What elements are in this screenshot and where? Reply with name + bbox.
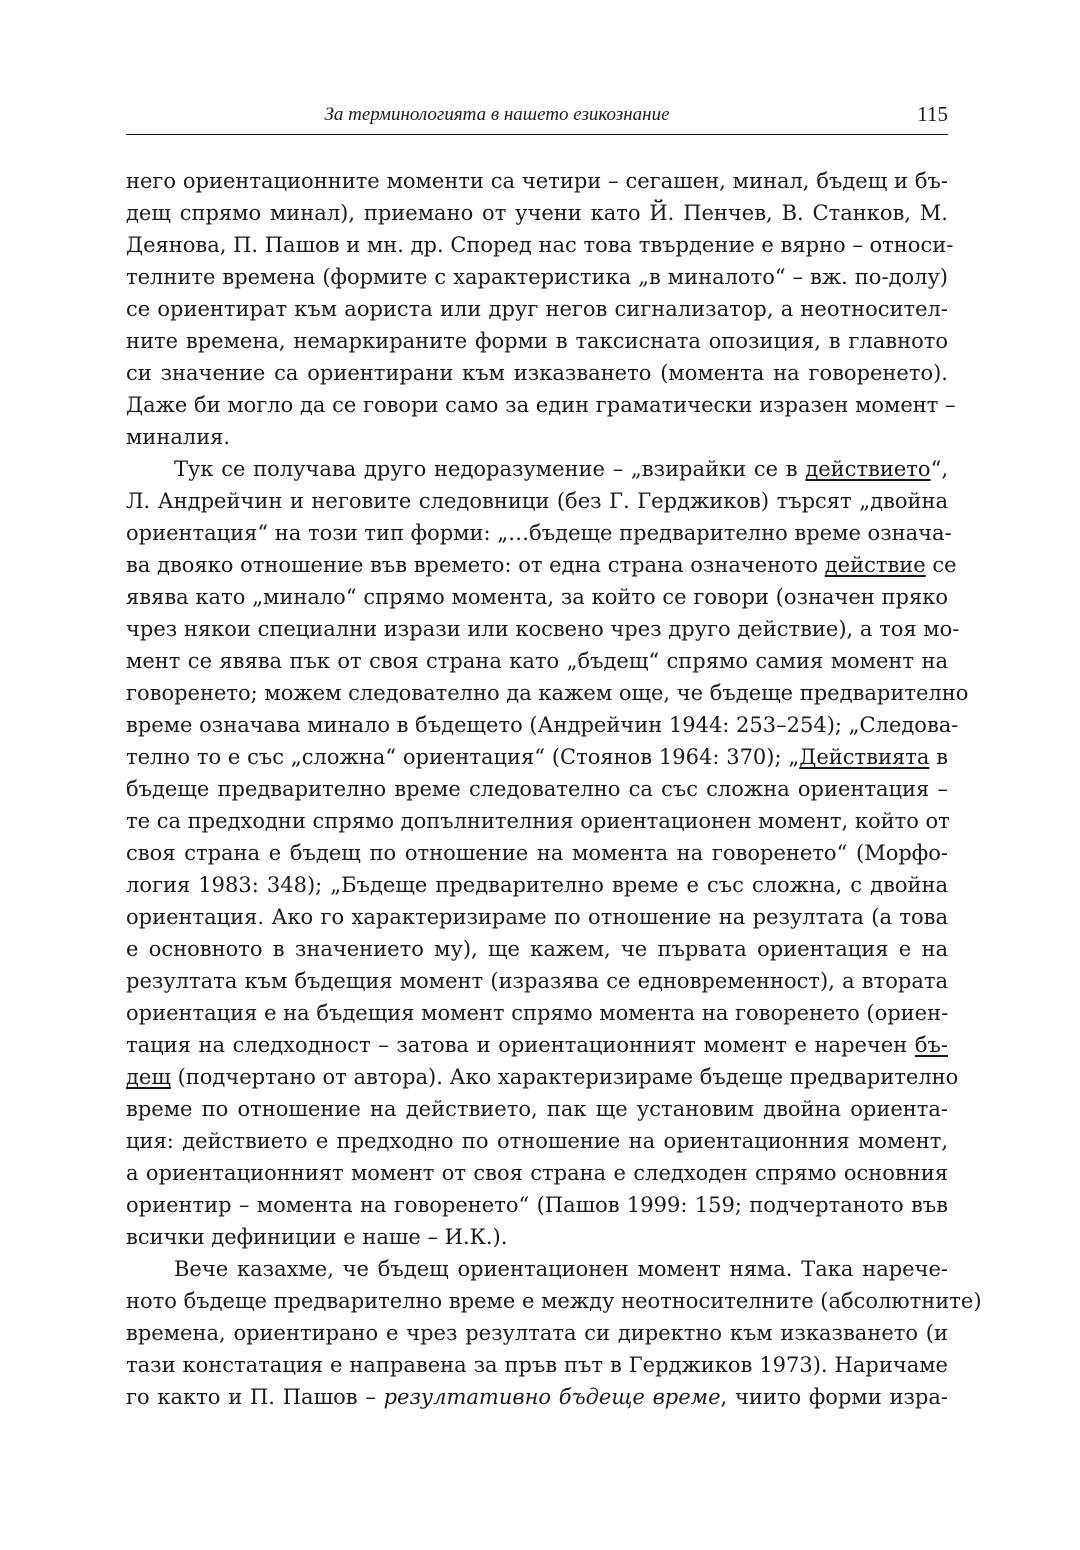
text-line: време означава минало в бъдещето (Андрейчин 1944: 253–254); „Следова- [126, 713, 959, 737]
text-line [126, 1029, 948, 1061]
underlined-term: Действията [799, 745, 930, 769]
text-line: Даже би могло да се говори само за един граматически изразен момент – [126, 393, 956, 417]
body-text [126, 165, 982, 1413]
text-line: миналия. [126, 425, 231, 449]
text-line [126, 549, 957, 581]
text-segment: ва двояко отношение във времето: от една страна означеното [126, 553, 825, 577]
text-segment: го както и П. Пашов – [126, 1385, 384, 1409]
text-segment: телно то е със „сложна“ ориентация“ (Стоянов 1964: 370); „ [126, 745, 800, 769]
text-line: Л. Андрейчин и неговите следовници (без Г. Герджиков) търсят „двойна [126, 489, 948, 513]
text-line: времена, ориентирано е чрез резултата си директно към изказването (и [126, 1321, 948, 1345]
running-title: За терминологията в нашето езикознание [324, 104, 670, 125]
underlined-term: действие [824, 553, 926, 577]
text-segment: , чиито форми изра- [720, 1385, 948, 1409]
text-segment: Тук се получава друго недоразумение – „взирайки се в [174, 457, 806, 481]
text-line: говоренето; можем следователно да кажем още, че бъдеще предварително [126, 681, 969, 705]
text-line: всички дефиниции е наше – И.К.). [126, 1225, 508, 1249]
text-line: ните времена, немаркираните форми в таксисната опозиция, в главното [126, 329, 948, 353]
text-line: своя страна е бъдещ по отношение на момента на говоренето“ (Морфо- [126, 841, 948, 865]
underlined-term: действието [805, 457, 931, 481]
text-line: логия 1983: 348); „Бъдеще предварително време е със сложна, с двойна [126, 873, 948, 897]
text-line: мент се явява пък от своя страна като „бъдещ“ спрямо самия момент на [126, 649, 948, 673]
underlined-term: дещ [126, 1065, 171, 1089]
text-line: ориентация. Ако го характеризираме по отношение на резултата (а това [126, 905, 948, 929]
text-line [126, 1381, 948, 1413]
text-line: явява като „минало“ спрямо момента, за който се говори (означен пряко [126, 585, 948, 609]
text-line: си значение са ориентирани към изказването (момента на говоренето). [126, 361, 948, 385]
text-line: ция: действието е предходно по отношение на ориентационния момент, [126, 1129, 948, 1153]
text-segment: “, [930, 457, 948, 481]
text-line: тази констатация е направена за пръв път в Герджиков 1973). Наричаме [126, 1353, 948, 1377]
underlined-term: бъ- [914, 1033, 948, 1057]
text-line: дещ спрямо минал), приемано от учени като Й. Пенчев, В. Станков, М. [126, 201, 948, 225]
text-line: те са предходни спрямо допълнителния ориентационен момент, който от [126, 809, 950, 833]
text-line: чрез някои специални изрази или косвено чрез друго действие), а тоя мо- [126, 617, 960, 641]
text-line [126, 453, 948, 485]
text-line: Вече казахме, че бъдещ ориентационен момент няма. Така нарече- [174, 1257, 948, 1281]
text-line: време по отношение на действието, пак ще установим двойна ориента- [126, 1097, 948, 1121]
text-line: резултата към бъдещия момент (изразява се едновременност), а втората [126, 969, 948, 993]
text-line: се ориентират към аориста или друг негов сигнализатор, а неотносител- [126, 297, 948, 321]
text-segment: тация на следходност – затова и ориентационният момент е наречен [126, 1033, 915, 1057]
text-line: ното бъдеще предварително време е между неотносителните (абсолютните) [126, 1289, 982, 1313]
text-segment: (подчертано от автора). Ако характеризираме бъдеще предварително [170, 1065, 959, 1089]
running-header [126, 102, 948, 135]
text-line: ориентация“ на този тип форми: „…бъдеще предварително време означа- [126, 521, 952, 545]
text-line: ориентир – момента на говоренето“ (Пашов 1999: 159; подчертаното във [126, 1193, 948, 1217]
text-line: е основното в значението му), ще кажем, че първата ориентация е на [126, 937, 948, 961]
text-line: него ориентационните моменти са четири – сегашен, минал, бъдещ и бъ- [126, 169, 948, 193]
text-line: ориентация е на бъдещия момент спрямо момента на говоренето (ориен- [126, 1001, 949, 1025]
text-line [126, 741, 948, 773]
text-line: Деянова, П. Пашов и мн. др. Според нас това твърдение е вярно – относи- [126, 233, 954, 257]
italic-term: резултативно бъдеще време [383, 1385, 721, 1409]
text-segment: се [925, 553, 957, 577]
text-line: а ориентационният момент от своя страна е следходен спрямо основния [126, 1161, 948, 1185]
page-number: 115 [917, 102, 948, 126]
text-line: бъдеще предварително време следователно са със сложна ориентация – [126, 777, 948, 801]
text-segment: в [929, 745, 948, 769]
text-line [126, 1061, 959, 1093]
text-line: телните времена (формите с характеристика „в миналото“ – вж. по-долу) [126, 265, 948, 289]
